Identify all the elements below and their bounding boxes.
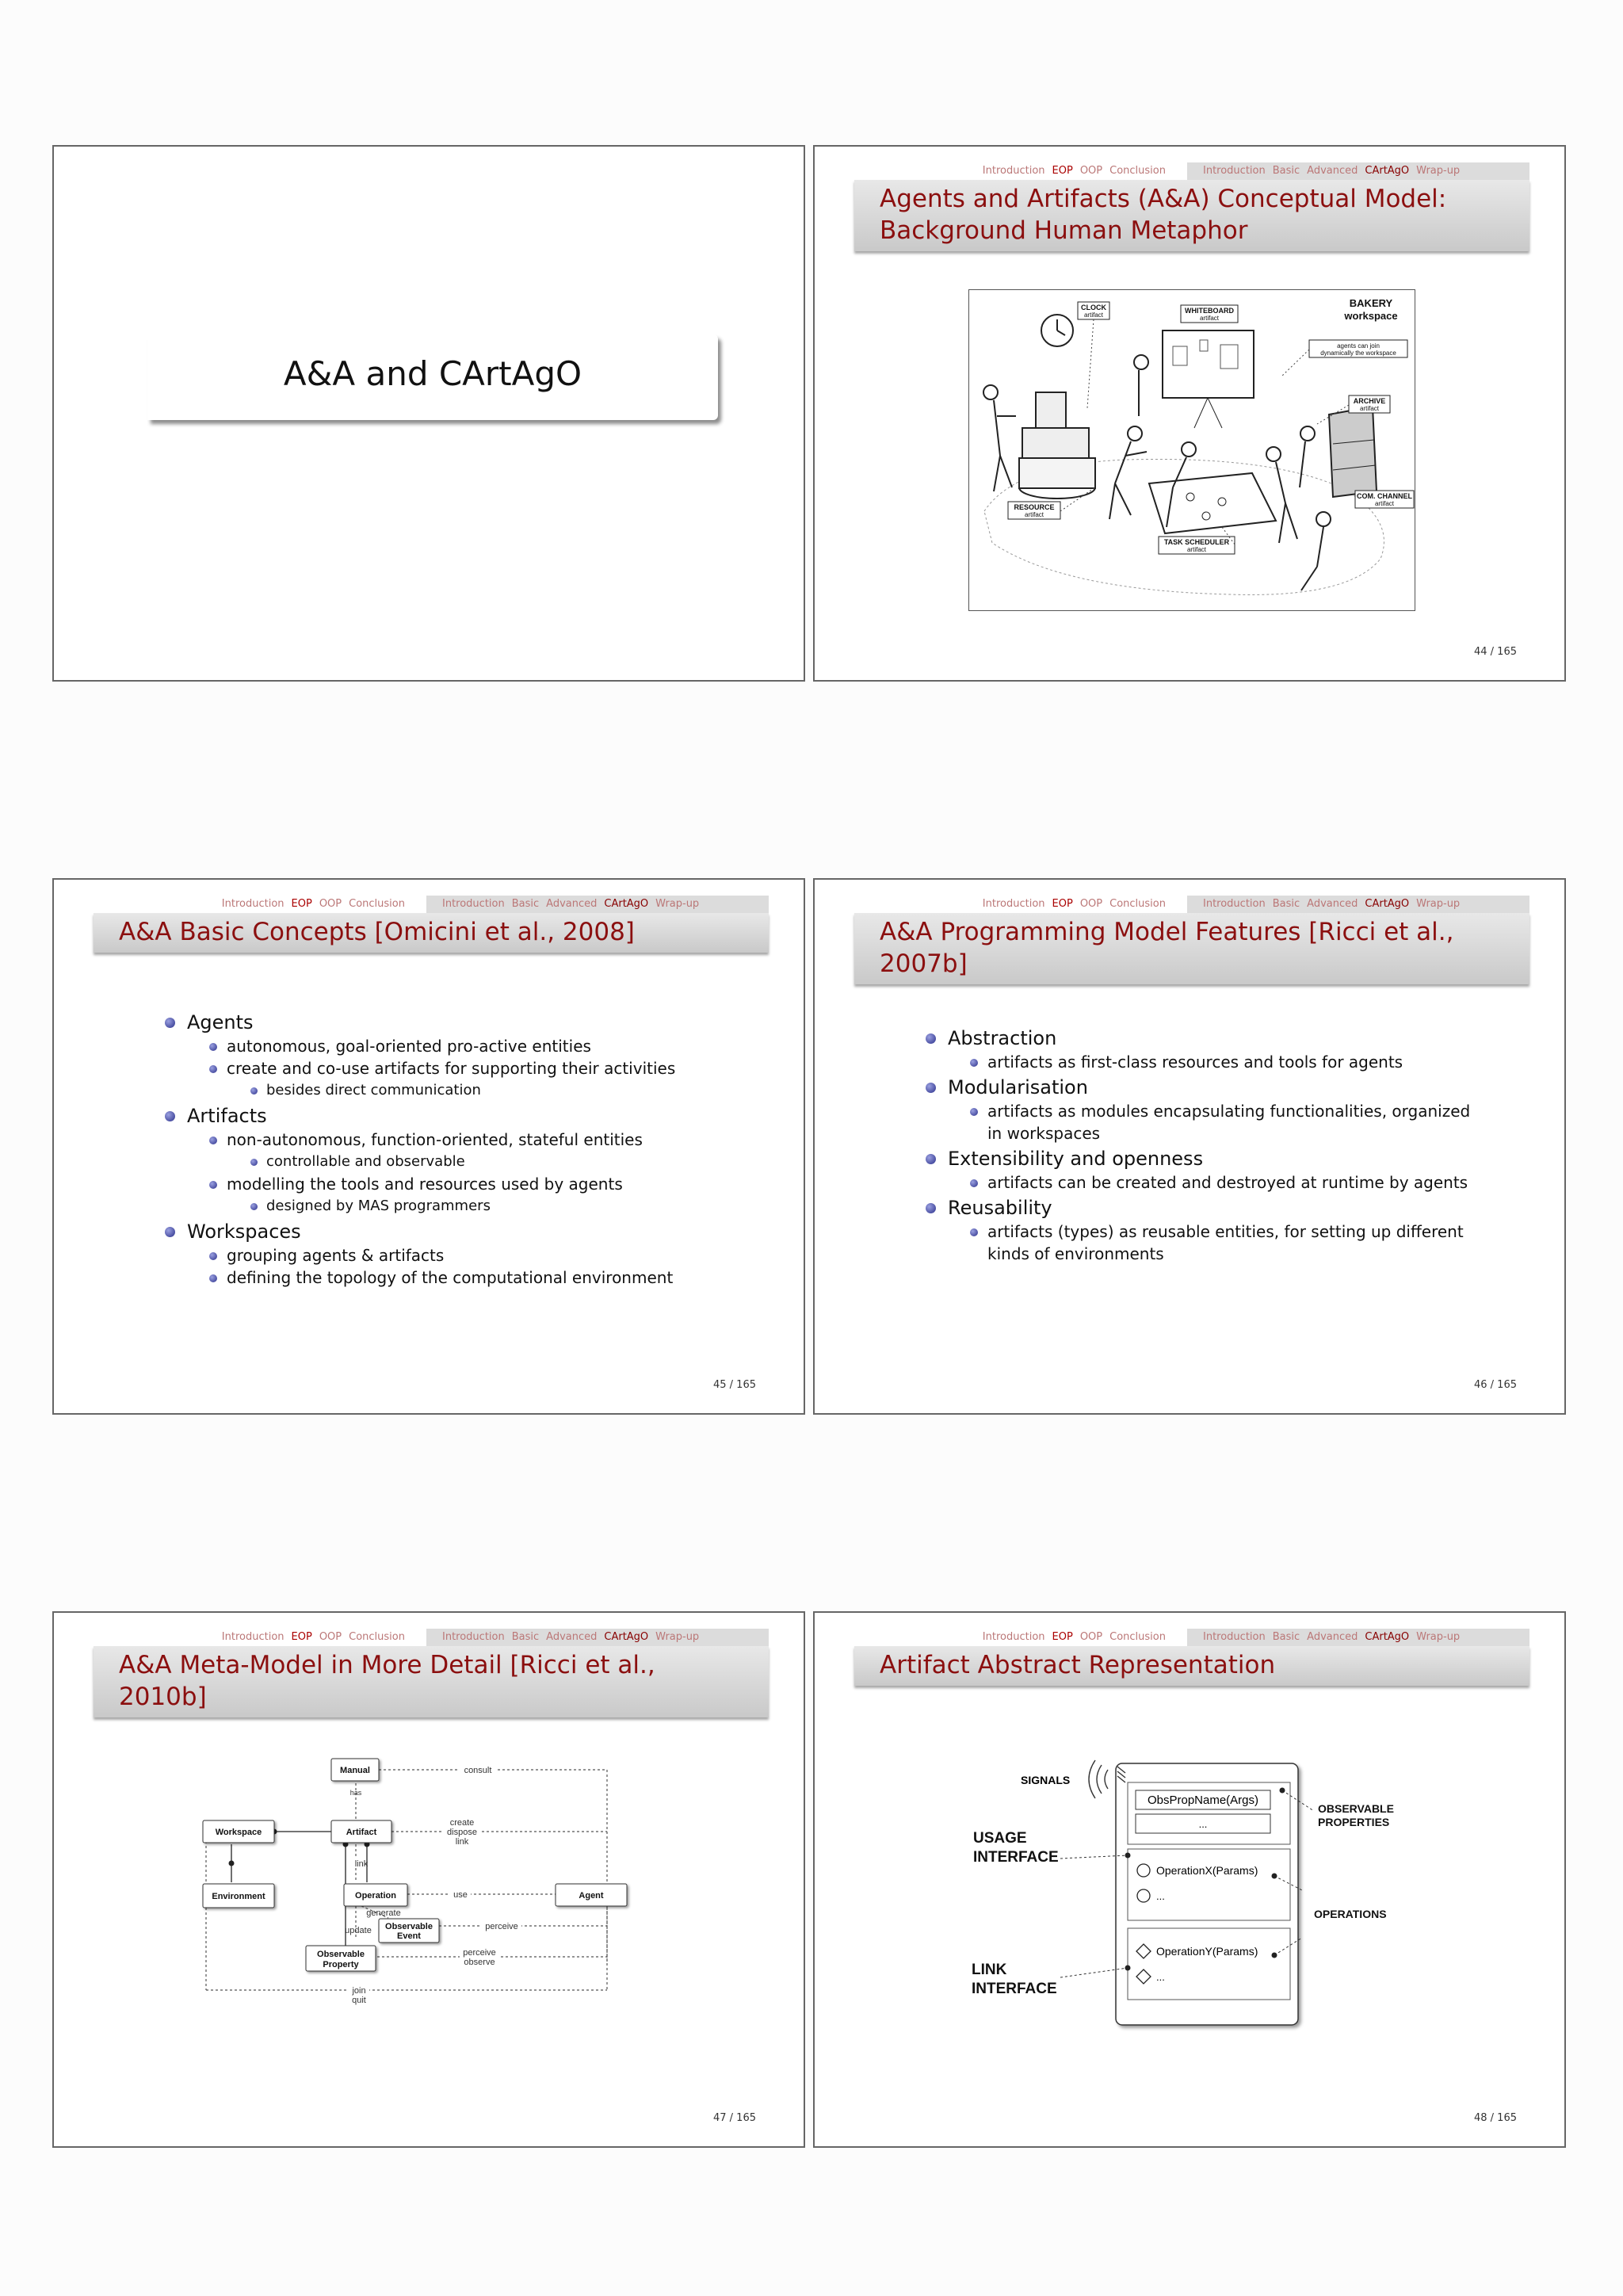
slide-title: A&A Meta-Model in More Detail [Ricci et al., 2010b] (94, 1646, 769, 1717)
slide-2 (813, 145, 1566, 682)
sub-bullet: grouping agents & artifacts (187, 1244, 751, 1266)
box-observable-event: Observable (385, 1922, 433, 1931)
nav-conclusion[interactable]: Conclusion (349, 898, 405, 910)
sub-bullet: non-autonomous, function-oriented, stateful entities controllable and observable (187, 1129, 751, 1173)
svg-text:...: ... (1156, 1890, 1165, 1902)
svg-text:link: link (455, 1837, 469, 1847)
sub-sub-bullet: designed by MAS programmers (227, 1195, 751, 1217)
sub-bullet: create and co-use artifacts for supporting their activities besides direct communication (187, 1057, 751, 1102)
nav-oop[interactable]: OOP (1079, 165, 1103, 177)
box-workspace: Workspace (215, 1828, 262, 1837)
svg-text:artifact: artifact (1374, 500, 1395, 507)
nav-sub-advanced[interactable]: Advanced (1307, 898, 1358, 910)
nav-sub-introduction[interactable]: Introduction (1203, 898, 1266, 910)
bullet-workspaces: Workspaces grouping agents & artifacts defining the topology of the computational environment (165, 1219, 751, 1289)
page-number: 44 / 165 (1474, 646, 1517, 658)
label-operations: OPERATIONS (1314, 1908, 1387, 1920)
nav-introduction[interactable]: Introduction (221, 898, 285, 910)
nav-introduction[interactable]: Introduction (982, 898, 1045, 910)
nav-sub-basic[interactable]: Basic (1272, 1631, 1300, 1643)
nav-sub-cartago[interactable]: CArtAgO (604, 1631, 649, 1643)
slide-title: A&A Basic Concepts [Omicini et al., 2008] (94, 913, 769, 953)
svg-text:artifact: artifact (1359, 405, 1380, 412)
svg-text:PROPERTIES: PROPERTIES (1318, 1816, 1390, 1828)
sub-bullet: artifacts can be created and destroyed at runtime by agents (948, 1171, 1480, 1194)
box-environment: Environment (212, 1892, 265, 1901)
sub-bullet: artifacts (types) as reusable entities, for setting up different kinds of environments (948, 1221, 1480, 1265)
operation-circle-icon (1137, 1889, 1150, 1902)
label-archive: ARCHIVE (1353, 397, 1386, 405)
nav-sub-advanced[interactable]: Advanced (546, 898, 598, 910)
svg-text:Property: Property (323, 1960, 359, 1969)
svg-text:...: ... (1156, 1971, 1165, 1983)
nav-bar (854, 896, 1529, 913)
nav-introduction[interactable]: Introduction (982, 1631, 1045, 1643)
svg-text:artifact: artifact (1186, 546, 1207, 553)
box-observable-property: Observable (317, 1950, 365, 1959)
sub-bullet: artifacts as modules encapsulating functionalities, organized in workspaces (948, 1100, 1480, 1144)
nav-conclusion[interactable]: Conclusion (1109, 165, 1166, 177)
slide-3 (52, 878, 805, 1415)
svg-text:consult: consult (464, 1766, 492, 1775)
nav-bar (854, 162, 1529, 180)
nav-sub-basic[interactable]: Basic (511, 898, 540, 910)
nav-sub-cartago[interactable]: CArtAgO (1365, 898, 1410, 910)
nav-sub-advanced[interactable]: Advanced (546, 1631, 598, 1643)
sub-bullet: modelling the tools and resources used by agents designed by MAS programmers (187, 1173, 751, 1217)
box-operation: Operation (355, 1891, 396, 1901)
sub-sub-bullet: besides direct communication (227, 1079, 751, 1102)
nav-conclusion[interactable]: Conclusion (349, 1631, 405, 1643)
sub-bullet: autonomous, goal-oriented pro-active entities (187, 1035, 751, 1057)
svg-text:generate: generate (366, 1908, 401, 1918)
nav-introduction[interactable]: Introduction (221, 1631, 285, 1643)
svg-text:observe: observe (464, 1958, 495, 1967)
nav-oop[interactable]: OOP (1079, 898, 1103, 910)
nav-oop[interactable]: OOP (319, 1631, 342, 1643)
bullet-artifacts: Artifacts non-autonomous, function-oriented, stateful entities controllable and observable modelling the tools and resources used by agents designed by MAS programmers (165, 1103, 751, 1217)
label-task-scheduler: TASK SCHEDULER (1163, 538, 1230, 546)
slide-title: Agents and Artifacts (A&A) Conceptual Model: Background Human Metaphor (854, 180, 1529, 251)
label-link-interface: LINK (972, 1962, 1007, 1978)
label-whiteboard: WHITEBOARD (1185, 307, 1234, 315)
svg-text:dispose: dispose (447, 1828, 477, 1837)
nav-sub-cartago[interactable]: CArtAgO (604, 898, 649, 910)
label-com-channel: COM. CHANNEL (1357, 492, 1412, 500)
clock-icon (1041, 315, 1073, 346)
nav-introduction[interactable]: Introduction (982, 165, 1045, 177)
nav-bar (854, 1629, 1529, 1646)
nav-bar (94, 1629, 769, 1646)
bullet-agents: Agents autonomous, goal-oriented pro-active entities create and co-use artifacts for supporting their activities besides direct communication (165, 1010, 751, 1102)
svg-text:artifact: artifact (1199, 315, 1220, 322)
nav-sub-advanced[interactable]: Advanced (1307, 165, 1358, 177)
nav-eop[interactable]: EOP (1052, 165, 1073, 177)
nav-sub-introduction[interactable]: Introduction (1203, 165, 1266, 177)
label-signals: SIGNALS (1021, 1774, 1071, 1786)
nav-sub-wrapup[interactable]: Wrap-up (1416, 1631, 1461, 1643)
bullet-abstraction: Abstraction artifacts as first-class resources and tools for agents (926, 1026, 1480, 1073)
svg-text:quit: quit (352, 1996, 366, 2005)
nav-sub-basic[interactable]: Basic (1272, 898, 1300, 910)
svg-text:INTERFACE: INTERFACE (973, 1849, 1059, 1866)
label-resource: RESOURCE (1014, 503, 1055, 511)
svg-text:Event: Event (397, 1931, 421, 1941)
svg-text:perceive: perceive (485, 1922, 518, 1931)
bullet-list (165, 1010, 751, 1290)
operation-y: OperationY(Params) (1156, 1945, 1258, 1958)
label-clock: CLOCK (1081, 304, 1106, 311)
nav-sub-cartago[interactable]: CArtAgO (1365, 1631, 1410, 1643)
nav-eop[interactable]: EOP (291, 898, 312, 910)
svg-text:...: ... (1198, 1818, 1208, 1830)
nav-sub-cartago[interactable]: CArtAgO (1365, 165, 1410, 177)
svg-text:INTERFACE: INTERFACE (972, 1981, 1057, 1997)
nav-sub-wrapup[interactable]: Wrap-up (1416, 898, 1461, 910)
nav-oop[interactable]: OOP (1079, 1631, 1103, 1643)
operation-x: OperationX(Params) (1156, 1864, 1258, 1877)
page-number: 46 / 165 (1474, 1379, 1517, 1391)
label-bakery: BAKERY (1349, 297, 1393, 309)
nav-sub-wrapup[interactable]: Wrap-up (655, 1631, 700, 1643)
slide-title: Artifact Abstract Representation (854, 1646, 1529, 1686)
bullet-reusability: Reusability artifacts (types) as reusable entities, for setting up different kinds of environments (926, 1195, 1480, 1265)
sub-sub-bullet: controllable and observable (227, 1151, 751, 1173)
slide-title: A&A Programming Model Features [Ricci et al., 2007b] (854, 913, 1529, 984)
page-number: 48 / 165 (1474, 2112, 1517, 2124)
bakery-sketch (968, 289, 1415, 611)
nav-sub-basic[interactable]: Basic (1272, 165, 1300, 177)
nav-sub-basic[interactable]: Basic (511, 1631, 540, 1643)
nav-eop[interactable]: EOP (1052, 1631, 1073, 1643)
svg-text:workspace: workspace (1344, 310, 1398, 322)
bullet-extensibility: Extensibility and openness artifacts can be created and destroyed at runtime by agents (926, 1146, 1480, 1194)
svg-text:use: use (453, 1890, 468, 1900)
svg-text:update: update (345, 1926, 372, 1935)
page-number: 47 / 165 (713, 2112, 756, 2124)
slide-6 (813, 1611, 1566, 2148)
nav-sub-advanced[interactable]: Advanced (1307, 1631, 1358, 1643)
label-usage-interface: USAGE (973, 1830, 1027, 1847)
svg-text:dynamically the workspace: dynamically the workspace (1320, 350, 1396, 357)
bullet-list (926, 1026, 1480, 1266)
slide-5 (52, 1611, 805, 2148)
svg-text:create: create (449, 1818, 475, 1828)
nav-oop[interactable]: OOP (319, 898, 342, 910)
svg-text:perceive: perceive (463, 1948, 496, 1958)
nav-sub-introduction[interactable]: Introduction (1203, 1631, 1266, 1643)
nav-sub-introduction[interactable]: Introduction (442, 1631, 505, 1643)
svg-text:artifact: artifact (1083, 311, 1104, 319)
artifact-representation-diagram (949, 1748, 1425, 2049)
box-manual: Manual (340, 1766, 370, 1775)
nav-eop[interactable]: EOP (1052, 898, 1073, 910)
nav-eop[interactable]: EOP (291, 1631, 312, 1643)
slide-4 (813, 878, 1566, 1415)
section-title: A&A and CArtAgO (147, 334, 718, 420)
obs-prop-name: ObsPropName(Args) (1147, 1794, 1259, 1807)
bullet-modularisation: Modularisation artifacts as modules encapsulating functionalities, organized in workspaces (926, 1075, 1480, 1144)
nav-sub-introduction[interactable]: Introduction (442, 898, 505, 910)
svg-text:artifact: artifact (1024, 511, 1044, 518)
meta-model-diagram (189, 1748, 664, 2049)
svg-text:has: has (349, 1789, 362, 1797)
operation-circle-icon (1137, 1864, 1150, 1877)
box-artifact: Artifact (346, 1828, 377, 1837)
label-observable-properties: OBSERVABLE (1318, 1802, 1394, 1815)
label-join: agents can join (1337, 342, 1380, 350)
slide-1 (52, 145, 805, 682)
archive-icon (1329, 407, 1377, 497)
nav-conclusion[interactable]: Conclusion (1109, 898, 1166, 910)
sub-bullet: defining the topology of the computational environment (187, 1266, 751, 1289)
nav-sub-wrapup[interactable]: Wrap-up (655, 898, 700, 910)
page-number: 45 / 165 (713, 1379, 756, 1391)
nav-conclusion[interactable]: Conclusion (1109, 1631, 1166, 1643)
sub-bullet: artifacts as first-class resources and tools for agents (948, 1051, 1480, 1073)
nav-sub-wrapup[interactable]: Wrap-up (1416, 165, 1461, 177)
svg-text:join: join (352, 1986, 366, 1996)
box-agent: Agent (579, 1891, 604, 1901)
svg-text:link: link (354, 1859, 369, 1869)
nav-bar (94, 896, 769, 913)
